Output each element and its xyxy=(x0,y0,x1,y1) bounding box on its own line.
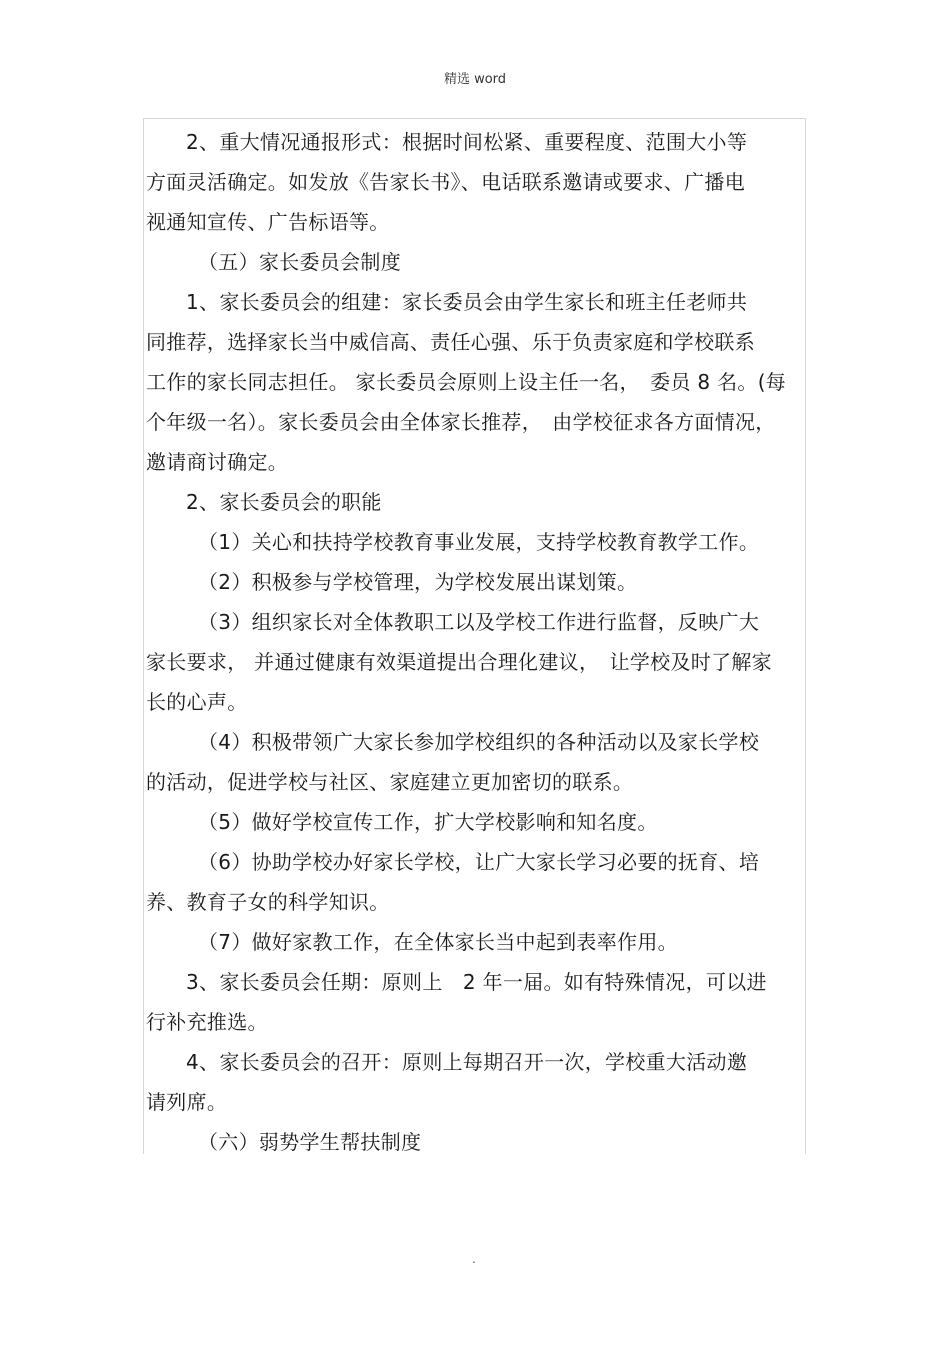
list-item: （5）做好学校宣传工作，扩大学校影响和知名度。 xyxy=(198,810,658,834)
text-line: 行补充推选。 xyxy=(146,1010,268,1034)
list-item: （4）积极带领广大家长参加学校组织的各种活动以及家长学校 xyxy=(198,730,760,754)
text-line: 3、家长委员会任期：原则上 2 年一届。如有特殊情况，可以进 xyxy=(186,970,767,994)
text-line: 邀请商讨确定。 xyxy=(146,450,289,474)
text-line: 的活动，促进学校与社区、家庭建立更加密切的联系。 xyxy=(146,770,634,794)
section-heading: （六）弱势学生帮扶制度 xyxy=(198,1130,422,1154)
list-item: （6）协助学校办好家长学校，让广大家长学习必要的抚育、培 xyxy=(198,850,760,874)
list-item: （3）组织家长对全体教职工以及学校工作进行监督，反映广大 xyxy=(198,610,760,634)
list-item: （7）做好家教工作，在全体家长当中起到表率作用。 xyxy=(198,930,678,954)
list-item: （1）关心和扶持学校教育事业发展，支持学校教育教学工作。 xyxy=(198,530,760,554)
text-line: 方面灵活确定。如发放《告家长书》、电话联系邀请或要求、广播电 xyxy=(146,170,745,194)
text-line: 视通知宣传、广告标语等。 xyxy=(146,210,390,234)
text-line: 工作的家长同志担任。 家长委员会原则上设主任一名， 委员 8 名。(每 xyxy=(146,370,787,394)
text-line: 个年级一名）。家长委员会由全体家长推荐， 由学校征求各方面情况， xyxy=(146,410,776,434)
text-line: 2、重大情况通报形式：根据时间松紧、重要程度、范围大小等 xyxy=(186,130,748,154)
text-line: 长的心声。 xyxy=(146,690,248,714)
text-line: 4、家长委员会的召开：原则上每期召开一次，学校重大活动邀 xyxy=(186,1050,748,1074)
page-header: 精选 word xyxy=(443,72,507,87)
text-line: 养、教育子女的科学知识。 xyxy=(146,890,390,914)
text-line: 同推荐，选择家长当中威信高、责任心强、乐于负责家庭和学校联系 xyxy=(146,330,755,354)
text-line: 1、家长委员会的组建：家长委员会由学生家长和班主任老师共 xyxy=(186,290,748,314)
section-heading: （五）家长委员会制度 xyxy=(198,250,401,274)
list-item: （2）积极参与学校管理，为学校发展出谋划策。 xyxy=(198,570,638,594)
text-line: 家长要求， 并通过健康有效渠道提出合理化建议， 让学校及时了解家 xyxy=(146,650,772,674)
text-line: 请列席。 xyxy=(146,1090,228,1114)
page-footer-mark: . xyxy=(472,1252,476,1266)
text-line: 2、家长委员会的职能 xyxy=(186,490,382,514)
document-body xyxy=(146,122,806,1162)
